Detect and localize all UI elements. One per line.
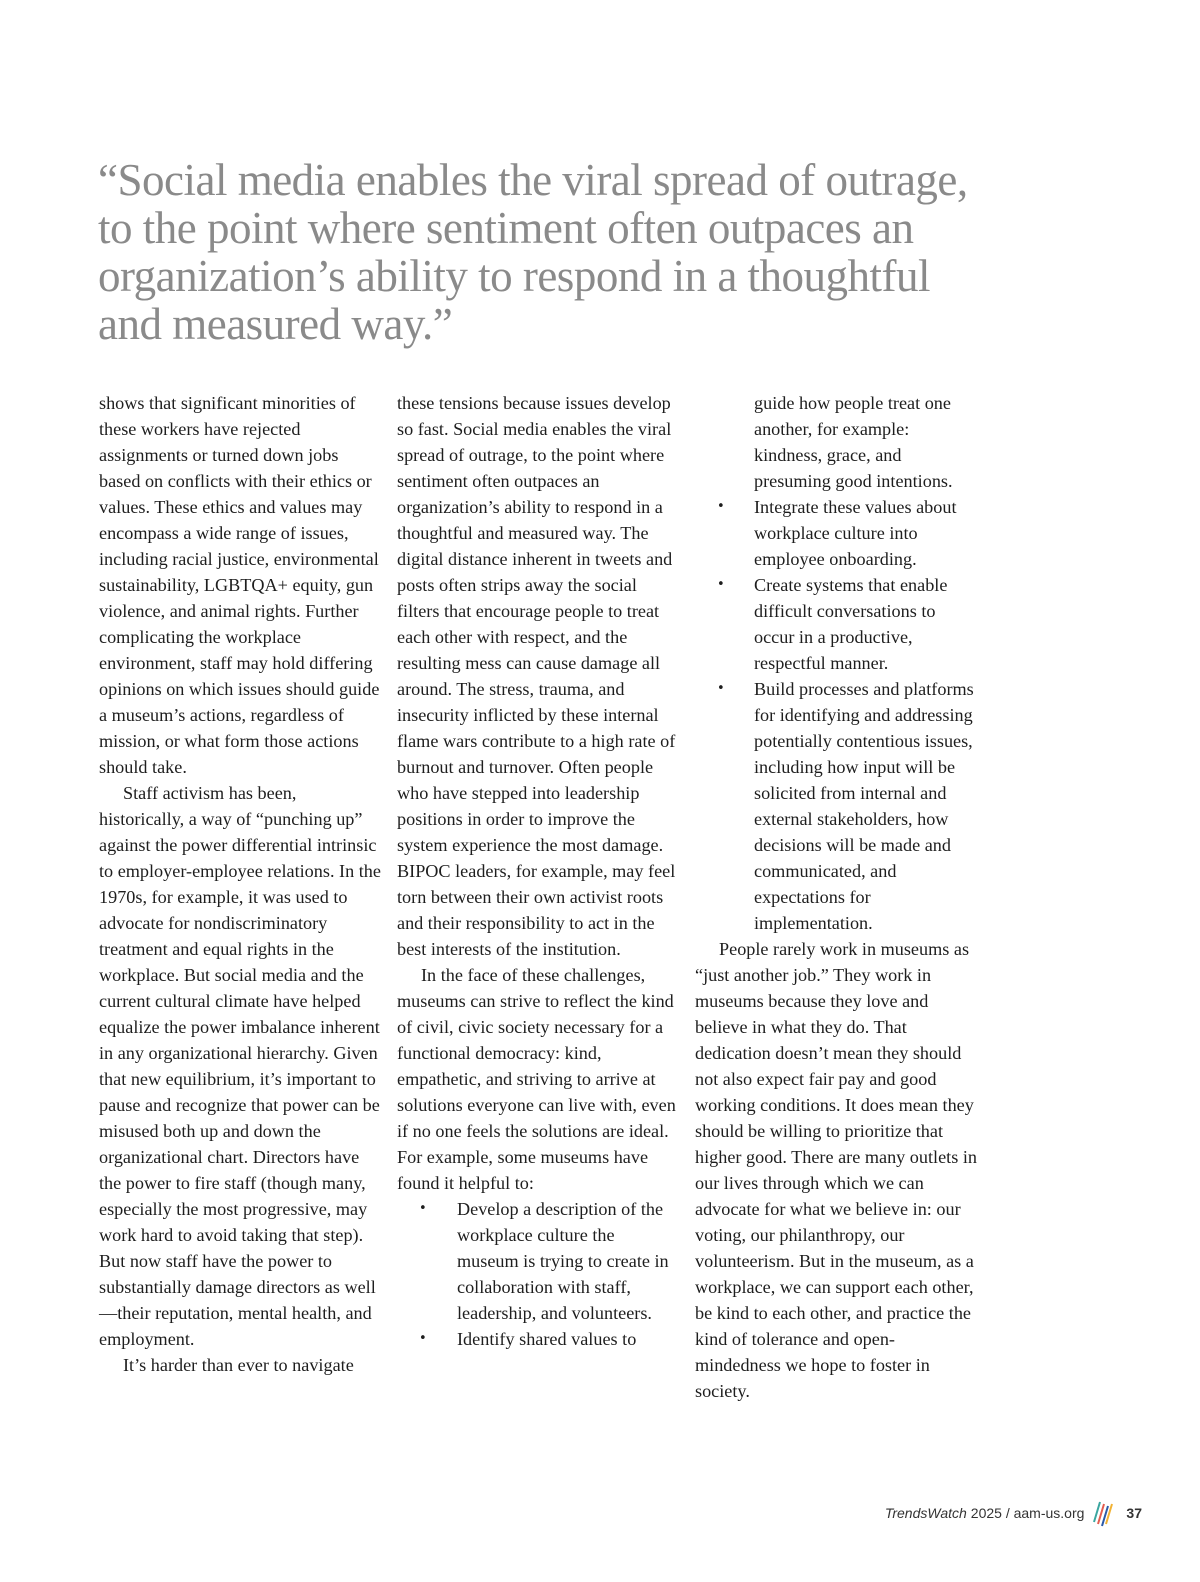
paragraph: In the face of these challenges, museums can strive to reflect the kind of civil, civic society necessary for a functional democracy: kind, empathetic, and striving to arrive at solutions everyone can live with, even if no one feels the solutions are ideal. For example, some museums have found it helpful to: <box>397 965 676 1193</box>
paragraph: People rarely work in museums as “just another job.” They work in museums because they love and believe in what they do. That dedication doesn’t mean they should not also expect fair pay and good working conditions. It does mean they should be willing to prioritize that higher good. There are many outlets in our lives through which we can advocate for what we believe in: our voting, our philanthropy, our volunteerism. But in the museum, as a workplace, we can support each other, be kind to each other, and practice the kind of tolerance and open-mindedness we hope to foster in society. <box>695 939 977 1401</box>
bullet-icon: • <box>717 577 725 592</box>
bullet-icon: • <box>419 1331 427 1346</box>
list-item <box>695 572 977 676</box>
list-item <box>397 1326 679 1352</box>
publication-year-site: 2025 / aam-us.org <box>970 1505 1085 1521</box>
list-item <box>695 676 977 936</box>
paragraph: these tensions because issues develop so fast. Social media enables the viral spread of outrage, to the point where sentiment often outpaces an organization’s ability to respond in a thoughtful and measured way. The digital distance inherent in tweets and posts often strips away the social filters that encourage people to treat each other with respect, and the resulting mess can cause damage all around. The stress, trauma, and insecurity inflicted by these internal flame wars contribute to a high rate of burnout and turnover. Often people who have stepped into leadership positions in order to improve the system experience the most damage. BIPOC leaders, for example, may feel torn between their own activist roots and their responsibility to act in the best interests of the institution. <box>397 393 676 959</box>
list-item-continuation: guide how people treat one another, for example: kindness, grace, and presuming good intentions. <box>754 393 953 491</box>
paragraph: Staff activism has been, historically, a way of “punching up” against the power differential intrinsic to employer-employee relations. In the 1970s, for example, it was used to advocate for nondiscriminatory treatment and equal rights in the workplace. But social media and the current cultural climate have helped equalize the power imbalance inherent in any organizational hierarchy. Given that new equilibrium, it’s important to pause and recognize that power can be misused both up and down the organizational chart. Directors have the power to fire staff (though many, especially the most progressive, may work hard to avoid taking that step). But now staff have the power to substantially damage directors as well—their reputation, mental health, and employment. <box>99 783 381 1349</box>
article-column-1 <box>99 390 381 1378</box>
list-item-text: Identify shared values to <box>457 1329 637 1349</box>
publication-name: TrendsWatch <box>884 1505 967 1521</box>
bullet-list <box>695 494 977 936</box>
page-number: 37 <box>1126 1505 1142 1521</box>
bullet-icon: • <box>419 1201 427 1216</box>
list-item <box>397 1196 679 1326</box>
paragraph: It’s harder than ever to navigate <box>123 1355 354 1375</box>
article-column-2 <box>397 390 679 1352</box>
list-item-text: Develop a description of the workplace culture the museum is trying to create in collaboration with staff, leadership, and volunteers. <box>457 1199 669 1323</box>
paragraph: shows that significant minorities of these workers have rejected assignments or turned down jobs based on conflicts with their ethics or values. These ethics and values may encompass a wide range of issues, including racial justice, environmental sustainability, LGBTQA+ equity, gun violence, and animal rights. Further complicating the workplace environment, staff may hold differing opinions on which issues should guide a museum’s actions, regardless of mission, or what form those actions should take. <box>99 393 380 777</box>
list-item <box>695 494 977 572</box>
page-footer <box>885 1498 1142 1528</box>
bullet-icon: • <box>717 499 725 514</box>
bullet-list <box>397 1196 679 1352</box>
list-item-text: Integrate these values about workplace culture into employee onboarding. <box>754 497 957 569</box>
article-column-3 <box>695 390 977 1404</box>
list-item-text: Create systems that enable difficult conversations to occur in a productive, respectful manner. <box>754 575 948 673</box>
trendswatch-logo-icon <box>1090 1498 1116 1528</box>
pull-quote: “Social media enables the viral spread of outrage, to the point where sentiment often outpaces an organization’s ability to respond in a thoughtful and measured way.” <box>98 155 968 349</box>
bullet-icon: • <box>717 681 725 696</box>
list-item-text: Build processes and platforms for identifying and addressing potentially contentious issues, including how input will be solicited from internal and external stakeholders, how decisions will be made and communicated, and expectations for implementation. <box>754 679 974 933</box>
